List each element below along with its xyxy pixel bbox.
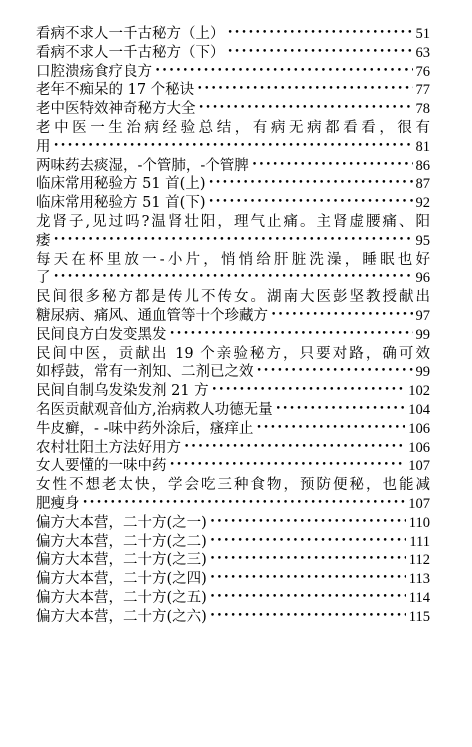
toc-entry-title: 名医贡献观音仙方,治病救人功德无量 (36, 401, 273, 418)
dot-leader (228, 43, 413, 62)
toc-entry (36, 589, 430, 608)
toc-entry-title: 偏方大本营，二十方(之六) (36, 608, 207, 625)
toc-entry-title: 糖尿病、痛风、通血管等十个珍藏方 (36, 307, 268, 324)
toc-entry (36, 44, 430, 63)
toc-entry (36, 175, 430, 194)
toc-entry (36, 608, 430, 627)
toc-entry-title-line: 女性不想老太快，学会吃三种食物，预防便秘，也能减 (36, 477, 430, 494)
toc-entry (36, 288, 430, 326)
dot-leader (210, 569, 406, 588)
dot-leader (197, 80, 412, 99)
toc-entry-page: 86 (415, 157, 430, 174)
toc-entry-title-line: 民间中医，贡献出 19 个亲验秘方，只要对路，确可效 (36, 345, 430, 362)
toc-entry-title: 看病不求人一千古秘方（上） (36, 26, 225, 42)
toc-entry-title: 老中医特效神奇秘方大全 (36, 101, 196, 118)
toc-entry (36, 25, 430, 44)
toc-entry (36, 81, 430, 100)
toc-entry-page: 106 (408, 420, 430, 437)
toc-entry-page: 110 (408, 514, 430, 531)
dot-leader (210, 588, 406, 607)
toc-entry (36, 457, 430, 476)
dot-leader (155, 62, 413, 81)
toc-entry (36, 514, 430, 533)
toc-entry-page: 92 (415, 195, 430, 212)
toc-entry-title-line: 民间很多秘方都是传儿不传女。湖南大医彭坚教授献出 (36, 289, 430, 306)
dot-leader (210, 607, 406, 626)
toc-entry-page: 81 (415, 138, 430, 155)
toc-entry (36, 326, 430, 345)
toc-entry (36, 570, 430, 589)
toc-entry-title-line: 老中医一生治病经验总结，有病无病都看看，很有 (36, 119, 430, 136)
dot-leader (210, 532, 406, 551)
toc-entry (36, 401, 430, 420)
toc-entry-title: 用 (36, 138, 51, 155)
toc-entry-title: 口腔溃疡食疗良方 (36, 63, 152, 80)
toc-entry-title: 临床常用秘验方 51 首(下) (36, 195, 206, 212)
toc-entry-title: 临床常用秘验方 51 首(上) (36, 176, 206, 193)
toc-entry-title: 如桴鼓，常有一剂知、二剂已之效 (36, 364, 254, 381)
dot-leader (276, 400, 406, 419)
toc-entry (36, 345, 430, 383)
dot-leader (228, 24, 413, 43)
toc-entry (36, 533, 430, 552)
dot-leader (208, 174, 412, 193)
dot-leader (54, 268, 413, 287)
toc-entry-page: 115 (408, 608, 430, 625)
toc-entry (36, 382, 430, 401)
toc-entry (36, 63, 430, 82)
toc-entry-page: 51 (415, 26, 430, 42)
toc-entry-page: 102 (408, 383, 430, 400)
dot-leader (210, 550, 406, 569)
toc-entry-title: 女人要懂的一味中药 (36, 458, 167, 475)
toc-entry-title: 两味药去痰湿，-个管肺，-个管脾 (36, 157, 249, 174)
toc-entry-title: 偏方大本营，二十方(之三) (36, 552, 207, 569)
dot-leader (54, 231, 413, 250)
toc-entry-page: 111 (409, 533, 430, 550)
dot-leader (257, 362, 413, 381)
toc-entry-page: 76 (415, 63, 430, 80)
toc-entry (36, 119, 430, 157)
toc-entry (36, 476, 430, 514)
dot-leader (170, 456, 406, 475)
toc-entry-title: 偏方大本营，二十方(之四) (36, 571, 207, 588)
dot-leader (256, 419, 405, 438)
dot-leader (208, 193, 412, 212)
toc-entry-title: 偏方大本营，二十方(之一) (36, 514, 207, 531)
table-of-contents (36, 25, 430, 627)
toc-entry-title: 老年不痴呆的 17 个秘诀 (36, 82, 195, 99)
toc-entry-title: 痿 (36, 232, 51, 249)
toc-entry (36, 100, 430, 119)
toc-entry (36, 420, 430, 439)
toc-entry-title: 偏方大本营，二十方(之五) (36, 589, 207, 606)
dot-leader (212, 381, 406, 400)
toc-entry-title: 农村壮阳土方法好用方 (36, 439, 181, 456)
toc-entry (36, 157, 430, 176)
toc-entry-page: 107 (408, 458, 430, 475)
toc-entry-title: 民间自制乌发染发剂 21 方 (36, 383, 209, 400)
toc-entry-page: 114 (408, 589, 430, 606)
toc-entry-page: 96 (415, 270, 430, 287)
toc-entry-page: 77 (415, 82, 430, 99)
toc-entry-title-line: 每天在杯里放一-小片，悄悄给肝脏洗澡，睡眠也好 (36, 251, 430, 268)
toc-entry-page: 99 (415, 326, 430, 343)
toc-entry-page: 95 (415, 232, 430, 249)
dot-leader (170, 325, 413, 344)
toc-entry-page: 104 (408, 401, 430, 418)
dot-leader (184, 438, 405, 457)
dot-leader (54, 137, 413, 156)
toc-entry-page: 106 (408, 439, 430, 456)
toc-entry-title: 肥瘦身 (36, 495, 80, 512)
toc-entry-title: 看病不求人一千古秘方（下） (36, 44, 225, 61)
toc-entry-title: 民间良方白发变黑发 (36, 326, 167, 343)
toc-entry (36, 439, 430, 458)
dot-leader (252, 156, 413, 175)
toc-entry-title: 牛皮癣，- -味中药外涂后，瘙痒止 (36, 420, 254, 437)
toc-entry-page: 112 (408, 552, 430, 569)
dot-leader (199, 99, 413, 118)
toc-entry-page: 87 (415, 176, 430, 193)
toc-entry-page: 113 (408, 571, 430, 588)
toc-entry-title-line: 龙肾子,见过吗?温肾壮阳，理气止痛。主肾虚腰痛、阳 (36, 213, 430, 230)
toc-entry (36, 213, 430, 251)
dot-leader (83, 494, 406, 513)
toc-entry (36, 194, 430, 213)
toc-entry-page: 63 (415, 44, 430, 61)
toc-entry (36, 551, 430, 570)
dot-leader (271, 306, 413, 325)
toc-entry-title: 偏方大本营，二十方(之二) (36, 533, 207, 550)
toc-entry-page: 99 (415, 364, 430, 381)
toc-entry-page: 97 (415, 307, 430, 324)
dot-leader (210, 513, 406, 532)
toc-entry-page: 107 (408, 495, 430, 512)
toc-entry-title: 了 (36, 270, 51, 287)
toc-entry (36, 251, 430, 289)
toc-entry-page: 78 (415, 101, 430, 118)
